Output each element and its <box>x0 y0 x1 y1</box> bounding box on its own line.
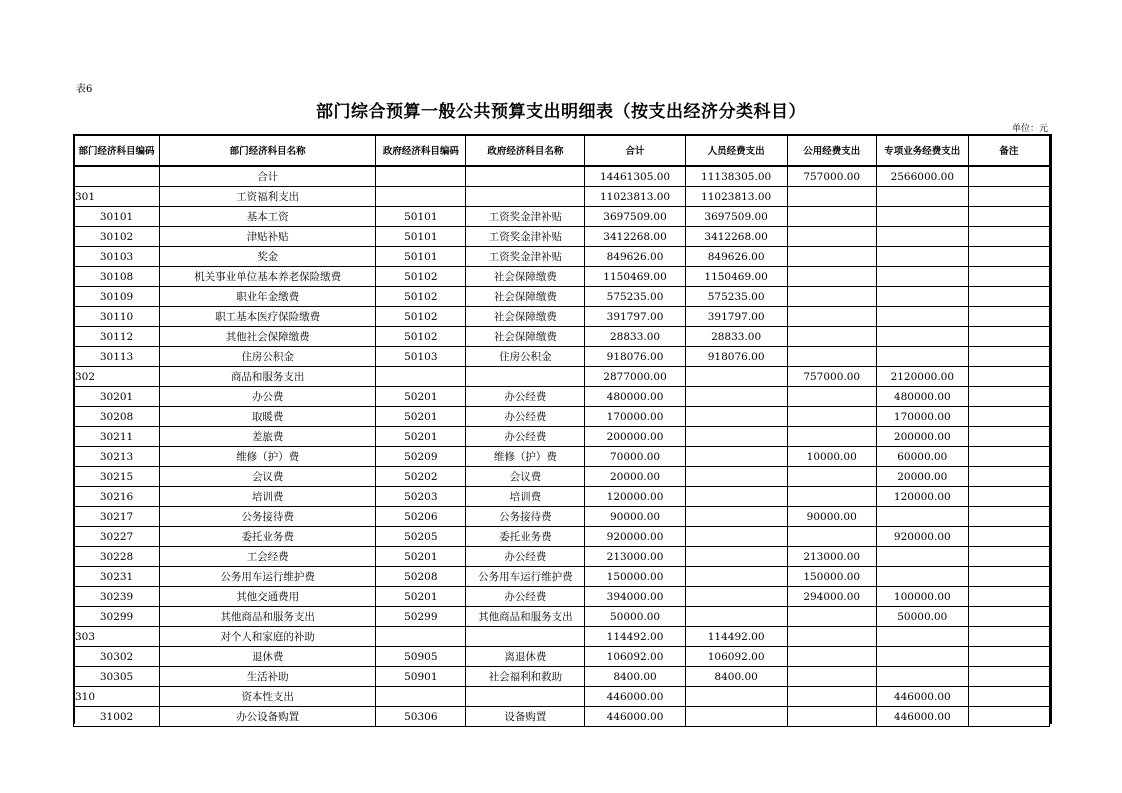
cell-dept-code: 30215 <box>74 467 160 487</box>
cell-gov-code: 50103 <box>376 347 466 367</box>
cell-public: 150000.00 <box>787 567 876 587</box>
cell-note <box>968 427 1049 447</box>
cell-gov-name: 社会保障缴费 <box>466 307 585 327</box>
table-row <box>74 647 1050 667</box>
cell-special: 50000.00 <box>876 607 968 627</box>
cell-dept-name: 委托业务费 <box>160 527 376 547</box>
cell-dept-name: 其他商品和服务支出 <box>160 607 376 627</box>
cell-note <box>968 347 1049 367</box>
table-row <box>74 327 1050 347</box>
cell-public: 10000.00 <box>787 447 876 467</box>
cell-special: 20000.00 <box>876 467 968 487</box>
cell-dept-name: 会议费 <box>160 467 376 487</box>
cell-dept-code: 30228 <box>74 547 160 567</box>
table-row <box>74 347 1050 367</box>
cell-personnel: 3697509.00 <box>685 207 787 227</box>
table-row <box>74 547 1050 567</box>
cell-public <box>787 467 876 487</box>
cell-public <box>787 407 876 427</box>
cell-public <box>787 347 876 367</box>
cell-personnel <box>685 607 787 627</box>
table-row <box>74 527 1050 547</box>
cell-note <box>968 166 1049 187</box>
cell-note <box>968 707 1049 727</box>
cell-dept-name: 其他交通费用 <box>160 587 376 607</box>
cell-public <box>787 707 876 727</box>
cell-note <box>968 627 1049 647</box>
cell-note <box>968 647 1049 667</box>
cell-public: 294000.00 <box>787 587 876 607</box>
cell-dept-code: 30102 <box>74 227 160 247</box>
cell-personnel <box>685 707 787 727</box>
cell-total: 28833.00 <box>585 327 685 347</box>
cell-special <box>876 247 968 267</box>
table-row <box>74 507 1050 527</box>
cell-special <box>876 307 968 327</box>
table-row <box>74 187 1050 207</box>
cell-personnel: 918076.00 <box>685 347 787 367</box>
table-row <box>74 227 1050 247</box>
cell-dept-name: 公务接待费 <box>160 507 376 527</box>
cell-gov-name: 办公经费 <box>466 427 585 447</box>
cell-special <box>876 667 968 687</box>
cell-total: 446000.00 <box>585 707 685 727</box>
table-row <box>74 427 1050 447</box>
cell-total: 918076.00 <box>585 347 685 367</box>
cell-special <box>876 627 968 647</box>
cell-note <box>968 687 1049 707</box>
cell-gov-code <box>376 166 466 187</box>
cell-gov-name: 工资奖金津补贴 <box>466 227 585 247</box>
cell-public <box>787 527 876 547</box>
cell-dept-name: 津贴补贴 <box>160 227 376 247</box>
cell-total: 170000.00 <box>585 407 685 427</box>
table-row <box>74 207 1050 227</box>
cell-note <box>968 367 1049 387</box>
col-header-note: 备注 <box>968 135 1049 167</box>
cell-personnel: 391797.00 <box>685 307 787 327</box>
cell-personnel: 28833.00 <box>685 327 787 347</box>
cell-gov-code: 50102 <box>376 307 466 327</box>
cell-gov-name <box>466 627 585 647</box>
cell-gov-name: 维修（护）费 <box>466 447 585 467</box>
cell-personnel <box>685 527 787 547</box>
cell-special: 446000.00 <box>876 687 968 707</box>
cell-total: 70000.00 <box>585 447 685 467</box>
cell-total: 575235.00 <box>585 287 685 307</box>
cell-dept-code: 30108 <box>74 267 160 287</box>
cell-gov-code: 50201 <box>376 407 466 427</box>
cell-dept-name: 商品和服务支出 <box>160 367 376 387</box>
cell-note <box>968 607 1049 627</box>
cell-gov-name: 培训费 <box>466 487 585 507</box>
cell-gov-code: 50101 <box>376 207 466 227</box>
cell-dept-code: 30231 <box>74 567 160 587</box>
page-title: 部门综合预算一般公共预算支出明细表（按支出经济分类科目） <box>316 102 806 122</box>
table-row <box>74 587 1050 607</box>
cell-gov-name: 办公经费 <box>466 547 585 567</box>
cell-personnel: 575235.00 <box>685 287 787 307</box>
cell-gov-code: 50202 <box>376 467 466 487</box>
cell-gov-code: 50901 <box>376 667 466 687</box>
cell-note <box>968 227 1049 247</box>
col-header-dept-name: 部门经济科目名称 <box>160 135 376 167</box>
cell-note <box>968 307 1049 327</box>
cell-gov-code: 50306 <box>376 707 466 727</box>
cell-dept-name: 机关事业单位基本养老保险缴费 <box>160 267 376 287</box>
cell-public: 213000.00 <box>787 547 876 567</box>
cell-gov-code <box>376 367 466 387</box>
cell-gov-code: 50102 <box>376 267 466 287</box>
cell-dept-name: 职工基本医疗保险缴费 <box>160 307 376 327</box>
cell-gov-name <box>466 166 585 187</box>
cell-note <box>968 387 1049 407</box>
cell-total: 3697509.00 <box>585 207 685 227</box>
cell-dept-name: 生活补助 <box>160 667 376 687</box>
cell-note <box>968 527 1049 547</box>
cell-note <box>968 587 1049 607</box>
cell-dept-name: 退休费 <box>160 647 376 667</box>
cell-dept-name: 工资福利支出 <box>160 187 376 207</box>
cell-gov-code <box>376 687 466 707</box>
cell-total: 150000.00 <box>585 567 685 587</box>
cell-public <box>787 667 876 687</box>
cell-personnel: 11023813.00 <box>685 187 787 207</box>
cell-dept-name: 培训费 <box>160 487 376 507</box>
table-row <box>74 307 1050 327</box>
cell-dept-code: 30110 <box>74 307 160 327</box>
cell-dept-code: 302 <box>74 367 160 387</box>
cell-dept-name: 合计 <box>160 166 376 187</box>
cell-public <box>787 187 876 207</box>
cell-public <box>787 607 876 627</box>
cell-dept-name: 办公费 <box>160 387 376 407</box>
cell-dept-code: 30227 <box>74 527 160 547</box>
cell-public <box>787 647 876 667</box>
table-row <box>74 367 1050 387</box>
cell-gov-code: 50201 <box>376 387 466 407</box>
cell-public <box>787 227 876 247</box>
table-row <box>74 287 1050 307</box>
cell-personnel <box>685 367 787 387</box>
cell-total: 106092.00 <box>585 647 685 667</box>
col-header-gov-name: 政府经济科目名称 <box>466 135 585 167</box>
table-row <box>74 387 1050 407</box>
col-header-total: 合计 <box>585 135 685 167</box>
cell-public: 757000.00 <box>787 367 876 387</box>
cell-gov-name: 社会保障缴费 <box>466 267 585 287</box>
table-row <box>74 447 1050 467</box>
cell-special: 60000.00 <box>876 447 968 467</box>
cell-public <box>787 627 876 647</box>
cell-dept-code: 31002 <box>74 707 160 727</box>
cell-public <box>787 307 876 327</box>
cell-gov-name: 办公经费 <box>466 587 585 607</box>
cell-public: 757000.00 <box>787 166 876 187</box>
cell-note <box>968 667 1049 687</box>
cell-gov-name: 公务接待费 <box>466 507 585 527</box>
cell-dept-code: 310 <box>74 687 160 707</box>
cell-special: 120000.00 <box>876 487 968 507</box>
cell-total: 391797.00 <box>585 307 685 327</box>
cell-gov-code: 50201 <box>376 547 466 567</box>
cell-dept-name: 工会经费 <box>160 547 376 567</box>
cell-dept-code: 30201 <box>74 387 160 407</box>
cell-total: 114492.00 <box>585 627 685 647</box>
cell-gov-code <box>376 187 466 207</box>
cell-total: 11023813.00 <box>585 187 685 207</box>
cell-personnel: 106092.00 <box>685 647 787 667</box>
cell-note <box>968 287 1049 307</box>
cell-gov-code: 50102 <box>376 287 466 307</box>
cell-note <box>968 247 1049 267</box>
cell-dept-name: 职业年金缴费 <box>160 287 376 307</box>
cell-public: 90000.00 <box>787 507 876 527</box>
cell-gov-code <box>376 627 466 647</box>
cell-personnel <box>685 587 787 607</box>
cell-dept-code: 30113 <box>74 347 160 367</box>
cell-gov-code: 50205 <box>376 527 466 547</box>
cell-personnel <box>685 507 787 527</box>
table-row <box>74 687 1050 707</box>
col-header-personnel: 人员经费支出 <box>685 135 787 167</box>
table-row <box>74 267 1050 287</box>
cell-total: 480000.00 <box>585 387 685 407</box>
cell-special <box>876 187 968 207</box>
cell-dept-code: 30208 <box>74 407 160 427</box>
cell-personnel: 8400.00 <box>685 667 787 687</box>
cell-gov-name <box>466 367 585 387</box>
cell-dept-code: 30103 <box>74 247 160 267</box>
cell-gov-name: 设备购置 <box>466 707 585 727</box>
table-row <box>74 487 1050 507</box>
cell-personnel: 11138305.00 <box>685 166 787 187</box>
cell-personnel <box>685 567 787 587</box>
cell-personnel <box>685 387 787 407</box>
table-row <box>74 166 1050 187</box>
table-row <box>74 567 1050 587</box>
cell-dept-code: 30217 <box>74 507 160 527</box>
cell-personnel <box>685 427 787 447</box>
table-row <box>74 607 1050 627</box>
cell-dept-name: 基本工资 <box>160 207 376 227</box>
cell-gov-code: 50208 <box>376 567 466 587</box>
cell-dept-code: 30101 <box>74 207 160 227</box>
cell-note <box>968 507 1049 527</box>
cell-dept-code: 30213 <box>74 447 160 467</box>
cell-gov-code: 50101 <box>376 227 466 247</box>
cell-dept-code: 30239 <box>74 587 160 607</box>
cell-special <box>876 347 968 367</box>
col-header-public: 公用经费支出 <box>787 135 876 167</box>
cell-gov-name <box>466 687 585 707</box>
cell-dept-code: 30299 <box>74 607 160 627</box>
cell-gov-name: 工资奖金津补贴 <box>466 207 585 227</box>
table-row <box>74 467 1050 487</box>
cell-total: 1150469.00 <box>585 267 685 287</box>
cell-gov-name: 工资奖金津补贴 <box>466 247 585 267</box>
cell-special <box>876 327 968 347</box>
table-number: 表6 <box>76 84 93 95</box>
cell-public <box>787 247 876 267</box>
cell-special: 200000.00 <box>876 427 968 447</box>
cell-total: 3412268.00 <box>585 227 685 247</box>
cell-special <box>876 227 968 247</box>
cell-personnel: 3412268.00 <box>685 227 787 247</box>
cell-special: 170000.00 <box>876 407 968 427</box>
cell-public <box>787 287 876 307</box>
cell-special: 920000.00 <box>876 527 968 547</box>
cell-gov-name <box>466 187 585 207</box>
cell-dept-code: 30302 <box>74 647 160 667</box>
cell-personnel <box>685 407 787 427</box>
cell-dept-code: 303 <box>74 627 160 647</box>
cell-gov-code: 50206 <box>376 507 466 527</box>
col-header-dept-code: 部门经济科目编码 <box>74 135 160 167</box>
cell-gov-name: 其他商品和服务支出 <box>466 607 585 627</box>
cell-special <box>876 547 968 567</box>
cell-dept-name: 住房公积金 <box>160 347 376 367</box>
cell-note <box>968 487 1049 507</box>
cell-gov-name: 办公经费 <box>466 407 585 427</box>
cell-personnel: 1150469.00 <box>685 267 787 287</box>
table-row <box>74 627 1050 647</box>
cell-total: 50000.00 <box>585 607 685 627</box>
cell-special <box>876 207 968 227</box>
cell-dept-name: 资本性支出 <box>160 687 376 707</box>
cell-gov-name: 离退休费 <box>466 647 585 667</box>
cell-total: 8400.00 <box>585 667 685 687</box>
cell-gov-name: 办公经费 <box>466 387 585 407</box>
cell-special <box>876 507 968 527</box>
cell-note <box>968 327 1049 347</box>
cell-gov-code: 50209 <box>376 447 466 467</box>
cell-note <box>968 547 1049 567</box>
cell-gov-name: 会议费 <box>466 467 585 487</box>
cell-special <box>876 287 968 307</box>
cell-public <box>787 267 876 287</box>
cell-dept-code: 30216 <box>74 487 160 507</box>
table-header-row <box>74 135 1050 167</box>
cell-note <box>968 447 1049 467</box>
cell-total: 120000.00 <box>585 487 685 507</box>
cell-dept-name: 其他社会保障缴费 <box>160 327 376 347</box>
cell-note <box>968 187 1049 207</box>
cell-total: 849626.00 <box>585 247 685 267</box>
cell-total: 920000.00 <box>585 527 685 547</box>
cell-dept-name: 对个人和家庭的补助 <box>160 627 376 647</box>
cell-public <box>787 687 876 707</box>
cell-personnel <box>685 467 787 487</box>
cell-gov-code: 50201 <box>376 427 466 447</box>
cell-total: 394000.00 <box>585 587 685 607</box>
cell-note <box>968 407 1049 427</box>
cell-gov-code: 50299 <box>376 607 466 627</box>
cell-note <box>968 207 1049 227</box>
cell-special: 480000.00 <box>876 387 968 407</box>
cell-gov-name: 社会福利和救助 <box>466 667 585 687</box>
cell-personnel <box>685 487 787 507</box>
cell-total: 14461305.00 <box>585 166 685 187</box>
table-row <box>74 247 1050 267</box>
cell-gov-code: 50905 <box>376 647 466 667</box>
cell-special: 100000.00 <box>876 587 968 607</box>
cell-public <box>787 427 876 447</box>
cell-gov-code: 50101 <box>376 247 466 267</box>
cell-dept-name: 维修（护）费 <box>160 447 376 467</box>
cell-special <box>876 567 968 587</box>
cell-dept-code: 30211 <box>74 427 160 447</box>
cell-personnel: 849626.00 <box>685 247 787 267</box>
cell-total: 90000.00 <box>585 507 685 527</box>
cell-personnel <box>685 447 787 467</box>
cell-gov-code: 50102 <box>376 327 466 347</box>
cell-dept-code: 301 <box>74 187 160 207</box>
cell-personnel: 114492.00 <box>685 627 787 647</box>
cell-public <box>787 207 876 227</box>
cell-total: 2877000.00 <box>585 367 685 387</box>
unit-label: 单位：元 <box>1011 124 1048 134</box>
cell-gov-name: 住房公积金 <box>466 347 585 367</box>
cell-special <box>876 267 968 287</box>
table-row <box>74 707 1050 727</box>
cell-special <box>876 647 968 667</box>
cell-dept-code: 30112 <box>74 327 160 347</box>
cell-total: 200000.00 <box>585 427 685 447</box>
col-header-special: 专项业务经费支出 <box>876 135 968 167</box>
cell-total: 446000.00 <box>585 687 685 707</box>
cell-dept-code <box>74 166 160 187</box>
cell-gov-name: 委托业务费 <box>466 527 585 547</box>
cell-special: 2120000.00 <box>876 367 968 387</box>
cell-personnel <box>685 547 787 567</box>
table-row <box>74 407 1050 427</box>
cell-gov-name: 社会保障缴费 <box>466 327 585 347</box>
cell-special: 446000.00 <box>876 707 968 727</box>
table-row <box>74 667 1050 687</box>
cell-gov-code: 50201 <box>376 587 466 607</box>
cell-public <box>787 487 876 507</box>
cell-personnel <box>685 687 787 707</box>
cell-public <box>787 327 876 347</box>
cell-dept-name: 办公设备购置 <box>160 707 376 727</box>
cell-dept-name: 公务用车运行维护费 <box>160 567 376 587</box>
cell-gov-name: 公务用车运行维护费 <box>466 567 585 587</box>
cell-total: 213000.00 <box>585 547 685 567</box>
cell-dept-name: 奖金 <box>160 247 376 267</box>
expenditure-table <box>73 134 1050 727</box>
cell-note <box>968 567 1049 587</box>
cell-public <box>787 387 876 407</box>
cell-dept-code: 30305 <box>74 667 160 687</box>
cell-dept-name: 取暖费 <box>160 407 376 427</box>
cell-dept-code: 30109 <box>74 287 160 307</box>
cell-note <box>968 267 1049 287</box>
cell-total: 20000.00 <box>585 467 685 487</box>
cell-special: 2566000.00 <box>876 166 968 187</box>
cell-gov-name: 社会保障缴费 <box>466 287 585 307</box>
cell-note <box>968 467 1049 487</box>
cell-gov-code: 50203 <box>376 487 466 507</box>
cell-dept-name: 差旅费 <box>160 427 376 447</box>
col-header-gov-code: 政府经济科目编码 <box>376 135 466 167</box>
